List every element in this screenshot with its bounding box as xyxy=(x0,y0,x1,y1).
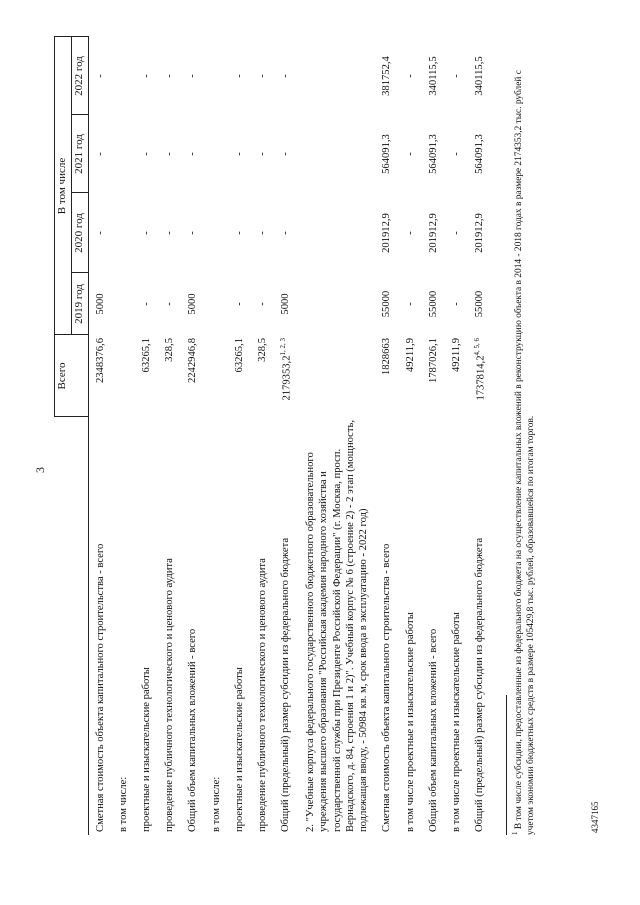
table-row xyxy=(274,37,299,835)
row-label: проведение публичного технологического и ценового аудита xyxy=(257,558,269,832)
table-row xyxy=(375,37,398,835)
row-label: в том числе: xyxy=(210,776,222,832)
row-total xyxy=(468,335,493,417)
row-label: в том числе: xyxy=(117,776,129,832)
row-total-value: 1737814,2 xyxy=(475,355,487,401)
row-label: проектные и изыскательские работы xyxy=(233,667,245,832)
table-row xyxy=(181,37,204,835)
row-label: Общий объем капитальных вложений - всего xyxy=(187,628,199,832)
row-2022: - xyxy=(187,74,199,78)
row-label: Сметная стоимость объекта капитального строительства - всего xyxy=(94,543,106,832)
header-year-2020: 2020 год xyxy=(71,193,88,273)
table-row xyxy=(88,37,112,835)
row-total: 328,5 xyxy=(257,338,269,362)
row-2019: - xyxy=(257,302,269,306)
table-row xyxy=(468,37,493,835)
header-year-2021: 2021 год xyxy=(71,115,88,193)
row-2022: - xyxy=(233,74,245,78)
row-2022: - xyxy=(280,74,292,78)
row-total: 1787026,1 xyxy=(427,338,439,384)
row-2021: - xyxy=(164,152,176,156)
row-label: Общий объем капитальных вложений - всего xyxy=(427,628,439,832)
row-2021: - xyxy=(187,152,199,156)
row-total: 2348376,6 xyxy=(94,338,106,384)
row-2019: 5000 xyxy=(94,293,106,315)
row-2021: 564091,3 xyxy=(381,134,393,174)
row-2019: - xyxy=(140,302,152,306)
row-2020: 201912,9 xyxy=(381,213,393,253)
row-2019: 55000 xyxy=(474,290,486,318)
footnote xyxy=(511,45,538,835)
row-2019: 5000 xyxy=(187,293,199,315)
row-label: в том числе проектные и изыскательские работы xyxy=(451,612,463,832)
row-label: Сметная стоимость объекта капитального строительства - всего xyxy=(381,543,393,832)
object-description: 2. "Учебные корпуса федерального государственного бюджетного образовательного учреждения высшего образования "Российская академия народного хозяйства и государственной службы при Президенте Российской Федерации" (г. Москва, просп. Вернадского, д. 84, строения 1 и 2)". Учебный корпус № 6 (строение 2) - 2 этап (мощность, подлежащая вводу, - 50984 кв. м, срок ввода в эксплуатацию - 2022 год) xyxy=(305,420,370,832)
footnote-ref: 1, 2, 3 xyxy=(279,338,288,356)
row-2022: - xyxy=(140,74,152,78)
page-number: 3 xyxy=(33,467,47,473)
row-label: в том числе проектные и изыскательские работы xyxy=(404,612,416,832)
footnote-divider xyxy=(506,695,507,835)
header-year-2022: 2022 год xyxy=(71,37,88,115)
row-2020: - xyxy=(94,231,106,235)
row-2020: 201912,9 xyxy=(474,213,486,253)
row-total: 49211,9 xyxy=(404,338,416,373)
row-label: проведение публичного технологического и ценового аудита xyxy=(164,558,176,832)
header-blank xyxy=(55,417,89,835)
row-total: 49211,9 xyxy=(451,338,463,373)
row-2019: - xyxy=(164,302,176,306)
row-2019: 5000 xyxy=(280,293,292,315)
row-total: 2242946,8 xyxy=(187,338,199,384)
row-2022: - xyxy=(404,74,416,78)
table-row xyxy=(445,37,468,835)
table-row xyxy=(228,37,251,835)
row-2022: - xyxy=(164,74,176,78)
row-2022: - xyxy=(257,74,269,78)
row-2020: - xyxy=(187,231,199,235)
row-total: 1828663 xyxy=(381,338,393,376)
document-code: 4347165 xyxy=(590,801,600,833)
row-2022: - xyxy=(451,74,463,78)
header-total: Всего xyxy=(55,335,89,417)
table-row xyxy=(205,37,228,835)
row-2021: 564091,3 xyxy=(427,134,439,174)
row-total: 63265,1 xyxy=(233,338,245,373)
row-label: Общий (предельный) размер субсидии из федерального бюджета xyxy=(280,537,292,832)
footnote-mark: 1 xyxy=(511,831,519,835)
row-total xyxy=(274,335,299,417)
table-row xyxy=(158,37,181,835)
row-2021: - xyxy=(140,152,152,156)
row-2020: 201912,9 xyxy=(427,213,439,253)
row-2019: - xyxy=(233,302,245,306)
row-2020: - xyxy=(164,231,176,235)
row-2021: - xyxy=(451,152,463,156)
row-2020: - xyxy=(140,231,152,235)
row-2022: 381752,4 xyxy=(381,56,393,96)
row-2019: 55000 xyxy=(381,290,393,318)
row-2021: - xyxy=(404,152,416,156)
table-row xyxy=(135,37,158,835)
table-row xyxy=(112,37,135,835)
row-2021: - xyxy=(257,152,269,156)
row-2021: - xyxy=(94,152,106,156)
row-2022: 340115,5 xyxy=(427,56,439,96)
header-group: В том числе xyxy=(55,37,72,335)
row-2020: - xyxy=(404,231,416,235)
footnote-text: В том числе субсидии, предоставленные из федерального бюджета на осуществление капитальных вложений в реконструкцию объекта в 2014 - 2018 годах в размере 2174353,2 тыс. рублей с учетом экономии бюджетных средств в размере 105429,8 тыс. рублей, образовавшейся по итогам торгов. xyxy=(514,70,536,835)
investment-table xyxy=(54,37,493,836)
row-2021: - xyxy=(233,152,245,156)
row-label: Общий (предельный) размер субсидии из федерального бюджета xyxy=(474,537,486,832)
row-2020: - xyxy=(257,231,269,235)
row-label: проектные и изыскательские работы xyxy=(140,667,152,832)
row-total: 63265,1 xyxy=(140,338,152,373)
footnote-ref: 4, 5, 6 xyxy=(473,338,482,356)
row-total-value: 2179353,2 xyxy=(281,355,293,401)
row-2022: - xyxy=(94,74,106,78)
row-2019: - xyxy=(451,302,463,306)
table-row xyxy=(399,37,422,835)
object-heading-row xyxy=(299,37,375,835)
row-2019: - xyxy=(404,302,416,306)
row-2022: 340115,5 xyxy=(474,56,486,96)
row-2021: - xyxy=(280,152,292,156)
table-row xyxy=(422,37,445,835)
row-2020: - xyxy=(233,231,245,235)
header-year-2019: 2019 год xyxy=(71,273,88,335)
table-row xyxy=(251,37,274,835)
row-2021: 564091,3 xyxy=(474,134,486,174)
row-total: 328,5 xyxy=(164,338,176,362)
row-2020: - xyxy=(451,231,463,235)
row-2020: - xyxy=(280,231,292,235)
row-2019: 55000 xyxy=(427,290,439,318)
